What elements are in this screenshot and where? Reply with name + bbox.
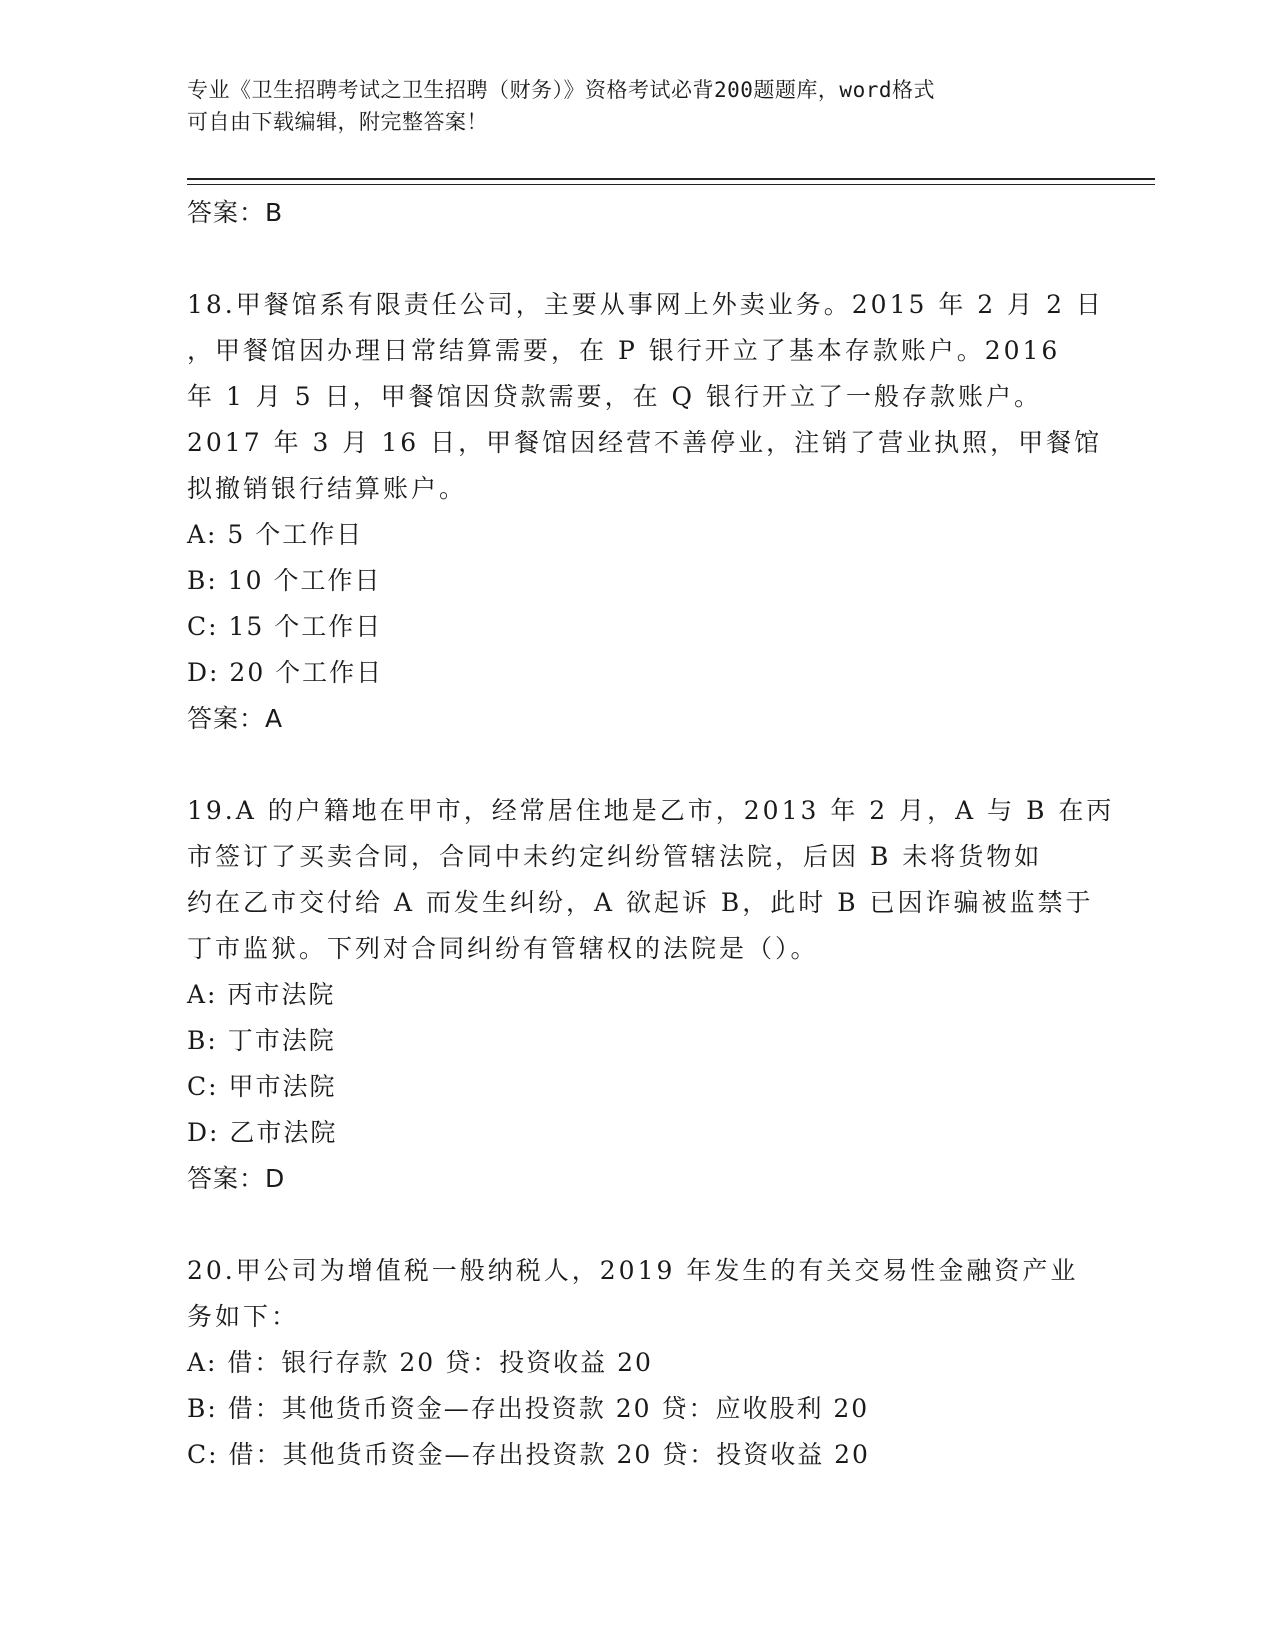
option-a: A: 丙市法院	[187, 980, 336, 1009]
header-rule-thin	[187, 184, 1155, 185]
option-c: C: 借：其他货币资金—存出投资款 20 贷：投资收益 20	[187, 1440, 870, 1469]
spacer	[187, 742, 1087, 788]
spacer	[187, 1202, 1087, 1248]
header-line-2: 可自由下载编辑，附完整答案！	[187, 110, 488, 134]
document-body	[187, 190, 1115, 1478]
question-block	[187, 282, 1104, 742]
header-line-1: 专业《卫生招聘考试之卫生招聘（财务）》资格考试必背200题题库，word格式	[187, 78, 935, 102]
header-rule-thick	[187, 178, 1155, 180]
question-text-line: 约在乙市交付给 A 而发生纠纷，A 欲起诉 B，此时 B 已因诈骗被监禁于	[187, 888, 1094, 917]
option-d: D: 乙市法院	[187, 1118, 338, 1147]
option-b: B: 丁市法院	[187, 1026, 336, 1055]
question-block	[187, 788, 1115, 1202]
spacer	[187, 236, 1087, 282]
question-text-line: 年 1 月 5 日，甲餐馆因贷款需要，在 Q 银行开立了一般存款账户。	[187, 382, 1042, 411]
option-d: D: 20 个工作日	[187, 658, 384, 687]
question-text-line: 19.A 的户籍地在甲市，经常居住地是乙市，2013 年 2 月，A 与 B 在丙	[187, 796, 1115, 825]
answer-line: 答案：B	[187, 198, 284, 227]
question-block	[187, 1248, 1087, 1478]
question-text-line: 市签订了买卖合同，合同中未约定纠纷管辖法院，后因 B 未将货物如	[187, 842, 1043, 871]
option-b: B: 借：其他货币资金—存出投资款 20 贷：应收股利 20	[187, 1394, 870, 1423]
question-text-line: 20.甲公司为增值税一般纳税人，2019 年发生的有关交易性金融资产业	[187, 1256, 1079, 1285]
question-text-line: 务如下：	[187, 1302, 300, 1331]
question-text-line: ，甲餐馆因办理日常结算需要，在 P 银行开立了基本存款账户。2016	[187, 336, 1061, 365]
question-text-line: 18.甲餐馆系有限责任公司，主要从事网上外卖业务。2015 年 2 月 2 日	[187, 290, 1104, 319]
answer-line: 答案：D	[187, 1164, 286, 1193]
option-b: B: 10 个工作日	[187, 566, 382, 595]
option-a: A: 5 个工作日	[187, 520, 364, 549]
answer-line: 答案：A	[187, 704, 284, 733]
option-c: C: 甲市法院	[187, 1072, 337, 1101]
question-text-line: 拟撤销银行结算账户。	[187, 474, 468, 503]
document-header	[187, 74, 1067, 138]
question-text-line: 2017 年 3 月 16 日，甲餐馆因经营不善停业，注销了营业执照，甲餐馆	[187, 428, 1103, 457]
option-c: C: 15 个工作日	[187, 612, 383, 641]
question-text-line: 丁市监狱。下列对合同纠纷有管辖权的法院是（）。	[187, 934, 819, 963]
option-a: A: 借：银行存款 20 贷：投资收益 20	[187, 1348, 653, 1377]
